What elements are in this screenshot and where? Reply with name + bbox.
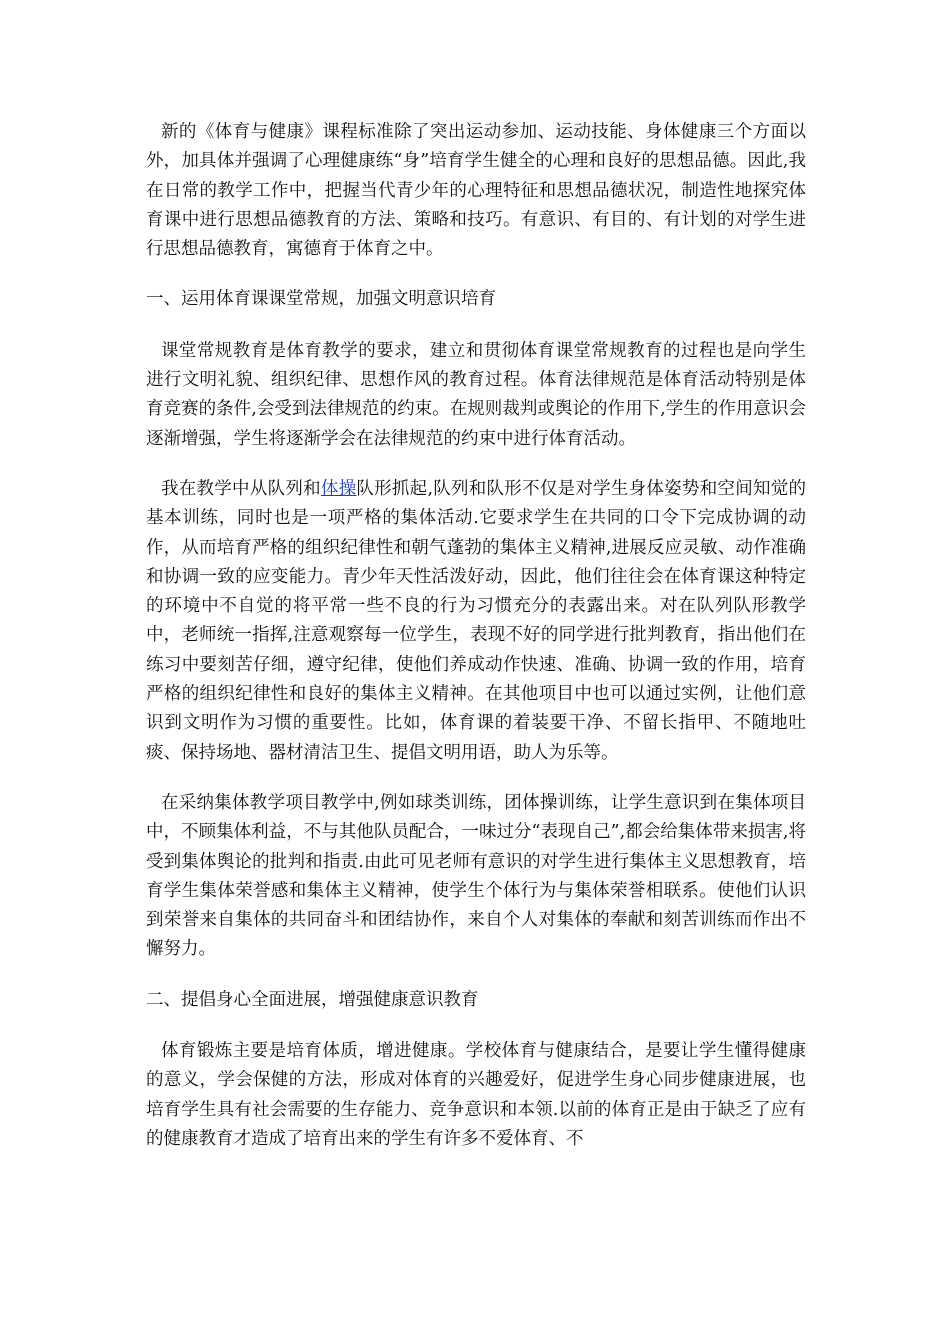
collective-teaching-paragraph: 在采纳集体教学项目教学中,例如球类训练，团体操训练，让学生意识到在集体项目中，不顾集体利益，不与其他队员配合，一味过分“表现自己”,都会给集体带来损害,将受到集体舆论的批判和指责.由此可见老师有意识的对学生进行集体主义思想教育，培育学生集体荣誉感和集体主义精神，使学生个体行为与集体荣誉相联系。使他们认识到荣誉来自集体的共同奋斗和团结协作，来自个人对集体的奉献和刻苦训练而作出不懈努力。: [146, 792, 806, 960]
section-heading-1: 一、运用体育课课堂常规，加强文明意识培育: [146, 289, 496, 310]
document-body: [146, 118, 806, 1175]
health-education-paragraph: 体育锻炼主要是培育体质，增进健康。学校体育与健康结合，是要让学生懂得健康的意义，学会保健的方法，形成对体育的兴趣爱好，促进学生身心同步健康进展，也培育学生具有社会需要的生存能力、竞争意识和本领.以前的体育正是由于缺乏了应有的健康教育才造成了培育出来的学生有许多不爱体育、不: [146, 1041, 806, 1149]
paragraph-text-before-link: 我在教学中从队列和: [161, 478, 321, 499]
paragraph-text-after-link: 队形抓起,队列和队形不仅是对学生身体姿势和空间知觉的基本训练，同时也是一项严格的集体活动.它要求学生在共同的口令下完成协调的动作，从而培育严格的组织纪律性和朝气蓬勃的集体主义精神,进展反应灵敏、动作准确和协调一致的应变能力。青少年天性活泼好动，因此，他们往往会在体育课这种特定的环境中不自觉的将平常一些不良的行为习惯充分的表露出来。对在队列队形教学中，老师统一指挥,注意观察每一位学生，表现不好的同学进行批判教育，指出他们在练习中要刻苦仔细，遵守纪律，使他们养成动作快速、准确、协调一致的作用，培育严格的组织纪律性和良好的集体主义精神。在其他项目中也可以通过实例，让他们意识到文明作为习惯的重要性。比如，体育课的着装要干净、不留长指甲、不随地吐痰、保持场地、器材清洁卫生、提倡文明用语，助人为乐等。: [146, 478, 807, 763]
section-heading-2: 二、提倡身心全面进展，增强健康意识教育: [146, 989, 479, 1010]
formation-teaching-paragraph: [146, 475, 806, 768]
classroom-routine-paragraph: 课堂常规教育是体育教学的要求，建立和贯彻体育课堂常规教育的过程也是向学生进行文明礼貌、组织纪律、思想作风的教育过程。体育法律规范是体育活动特别是体育竞赛的条件,会受到法律规范的约束。在规则裁判或舆论的作用下,学生的作用意识会逐渐增强，学生将逐渐学会在法律规范的约束中进行体育活动。: [146, 340, 806, 449]
gymnastics-link[interactable]: 体操: [320, 478, 357, 499]
intro-paragraph: 新的《体育与健康》课程标准除了突出运动参加、运动技能、身体健康三个方面以外，加具体并强调了心理健康练“身”培育学生健全的心理和良好的思想品德。因此,我在日常的教学工作中，把握当代青少年的心理特征和思想品德状况，制造性地探究体育课中进行思想品德教育的方法、策略和技巧。有意识、有目的、有计划的对学生进行思想品德教育，寓德育于体育之中。: [146, 122, 806, 260]
